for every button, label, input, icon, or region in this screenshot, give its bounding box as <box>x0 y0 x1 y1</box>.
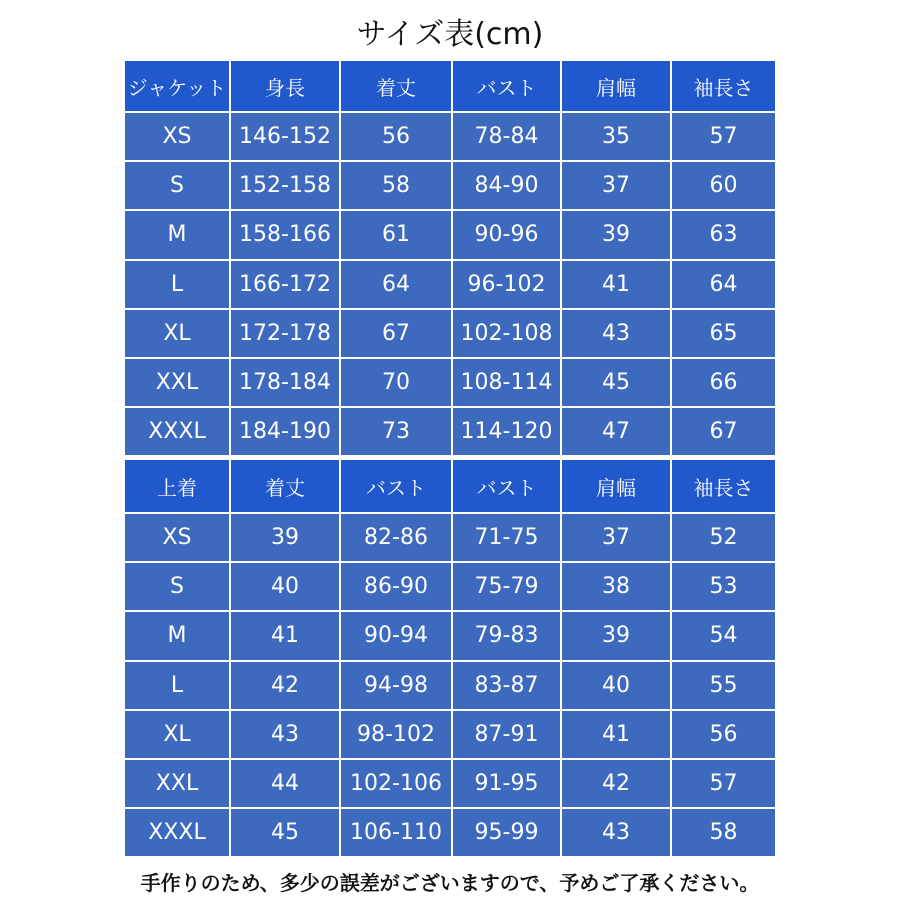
value-cell: 45 <box>562 359 670 406</box>
value-cell: 60 <box>672 162 775 209</box>
size-label: XS <box>125 113 229 160</box>
value-cell: 106-110 <box>341 809 451 856</box>
jacket-size-table <box>125 61 775 455</box>
value-cell: 70 <box>341 359 451 406</box>
value-cell: 178-184 <box>231 359 339 406</box>
top-size-table <box>125 460 775 856</box>
value-cell: 63 <box>672 211 775 258</box>
header-bust: バスト <box>341 460 451 512</box>
size-label: XL <box>125 310 229 357</box>
size-label: XS <box>125 514 229 561</box>
value-cell: 166-172 <box>231 261 339 308</box>
size-label: L <box>125 662 229 709</box>
header-shoulder: 肩幅 <box>562 61 670 111</box>
value-cell: 40 <box>231 563 339 610</box>
value-cell: 57 <box>672 113 775 160</box>
value-cell: 73 <box>341 408 451 455</box>
value-cell: 54 <box>672 612 775 659</box>
value-cell: 37 <box>562 162 670 209</box>
header-bust: バスト <box>453 61 560 111</box>
value-cell: 58 <box>672 809 775 856</box>
value-cell: 90-94 <box>341 612 451 659</box>
value-cell: 53 <box>672 563 775 610</box>
value-cell: 41 <box>231 612 339 659</box>
value-cell: 56 <box>341 113 451 160</box>
value-cell: 102-106 <box>341 760 451 807</box>
disclaimer-note: 手作りのため、多少の誤差がございますので、予めご了承ください。 <box>140 871 760 895</box>
value-cell: 58 <box>341 162 451 209</box>
value-cell: 67 <box>341 310 451 357</box>
value-cell: 91-95 <box>453 760 560 807</box>
value-cell: 71-75 <box>453 514 560 561</box>
header-length: 着丈 <box>231 460 339 512</box>
value-cell: 42 <box>231 662 339 709</box>
value-cell: 64 <box>672 261 775 308</box>
value-cell: 61 <box>341 211 451 258</box>
header-section-label: 上着 <box>125 460 229 512</box>
value-cell: 39 <box>562 612 670 659</box>
value-cell: 39 <box>562 211 670 258</box>
size-label: XXL <box>125 760 229 807</box>
size-label: XXL <box>125 359 229 406</box>
size-label: XXXL <box>125 408 229 455</box>
value-cell: 152-158 <box>231 162 339 209</box>
value-cell: 78-84 <box>453 113 560 160</box>
size-label: XL <box>125 711 229 758</box>
value-cell: 55 <box>672 662 775 709</box>
value-cell: 83-87 <box>453 662 560 709</box>
header-sleeve: 袖長さ <box>672 61 775 111</box>
header-shoulder: 肩幅 <box>562 460 670 512</box>
value-cell: 84-90 <box>453 162 560 209</box>
value-cell: 96-102 <box>453 261 560 308</box>
header-length: 着丈 <box>341 61 451 111</box>
value-cell: 41 <box>562 711 670 758</box>
value-cell: 43 <box>562 809 670 856</box>
value-cell: 158-166 <box>231 211 339 258</box>
value-cell: 114-120 <box>453 408 560 455</box>
value-cell: 146-152 <box>231 113 339 160</box>
size-label: XXXL <box>125 809 229 856</box>
header-bust-2: バスト <box>453 460 560 512</box>
value-cell: 38 <box>562 563 670 610</box>
value-cell: 52 <box>672 514 775 561</box>
value-cell: 40 <box>562 662 670 709</box>
value-cell: 108-114 <box>453 359 560 406</box>
header-sleeve: 袖長さ <box>672 460 775 512</box>
size-label: M <box>125 211 229 258</box>
value-cell: 43 <box>231 711 339 758</box>
value-cell: 47 <box>562 408 670 455</box>
size-label: L <box>125 261 229 308</box>
value-cell: 87-91 <box>453 711 560 758</box>
value-cell: 67 <box>672 408 775 455</box>
value-cell: 82-86 <box>341 514 451 561</box>
value-cell: 43 <box>562 310 670 357</box>
value-cell: 79-83 <box>453 612 560 659</box>
value-cell: 35 <box>562 113 670 160</box>
value-cell: 44 <box>231 760 339 807</box>
value-cell: 102-108 <box>453 310 560 357</box>
value-cell: 56 <box>672 711 775 758</box>
value-cell: 86-90 <box>341 563 451 610</box>
value-cell: 75-79 <box>453 563 560 610</box>
value-cell: 65 <box>672 310 775 357</box>
value-cell: 90-96 <box>453 211 560 258</box>
value-cell: 64 <box>341 261 451 308</box>
size-label: M <box>125 612 229 659</box>
value-cell: 98-102 <box>341 711 451 758</box>
value-cell: 172-178 <box>231 310 339 357</box>
value-cell: 42 <box>562 760 670 807</box>
value-cell: 184-190 <box>231 408 339 455</box>
value-cell: 41 <box>562 261 670 308</box>
value-cell: 66 <box>672 359 775 406</box>
value-cell: 95-99 <box>453 809 560 856</box>
value-cell: 37 <box>562 514 670 561</box>
header-height: 身長 <box>231 61 339 111</box>
value-cell: 57 <box>672 760 775 807</box>
page-title: サイズ表(cm) <box>356 17 544 52</box>
header-section-label: ジャケット <box>125 61 229 111</box>
size-label: S <box>125 563 229 610</box>
value-cell: 94-98 <box>341 662 451 709</box>
value-cell: 45 <box>231 809 339 856</box>
size-label: S <box>125 162 229 209</box>
value-cell: 39 <box>231 514 339 561</box>
